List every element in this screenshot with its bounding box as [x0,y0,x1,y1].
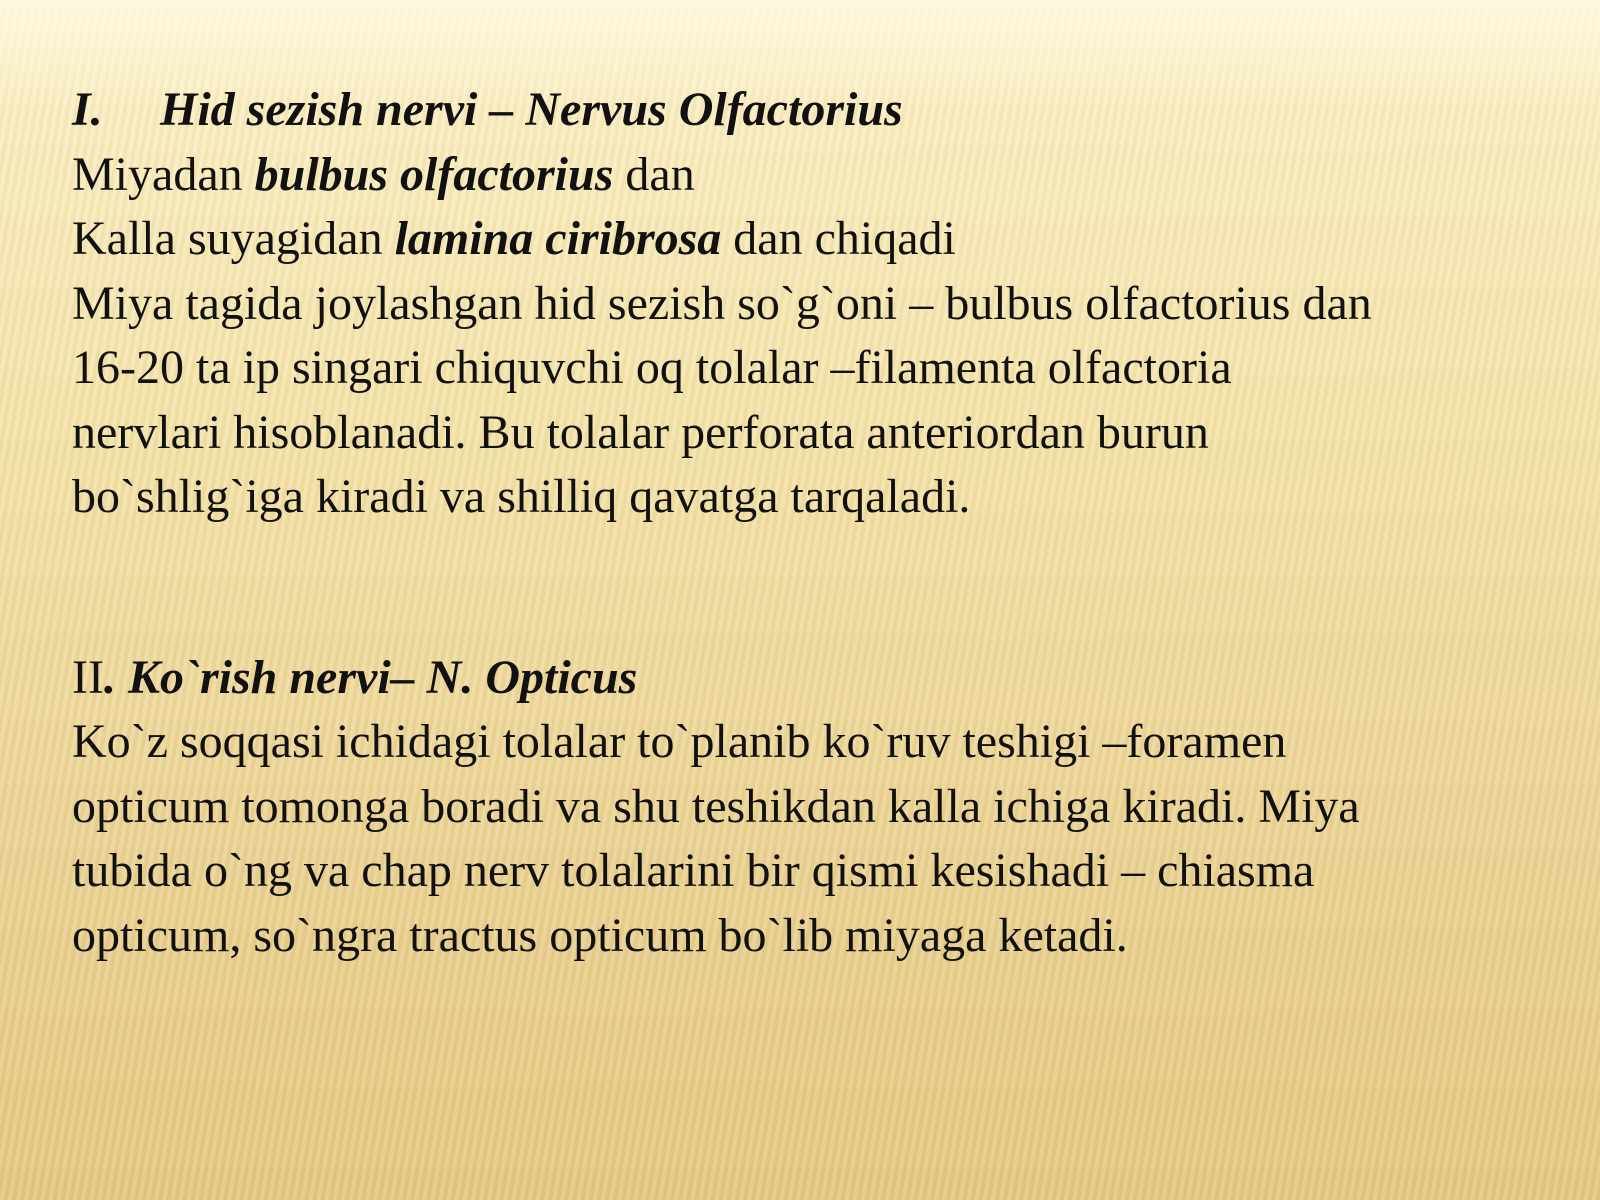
section1-paragraph-line: bo`shlig`iga kiradi va shilliq qavatga tarqaladi. [72,470,971,523]
section2-numeral: II [72,650,104,704]
section1-line2-prefix: Kalla suyagidan [72,212,395,265]
term-lamina-ciribrosa: lamina ciribrosa [394,212,722,265]
section1-line-lamina [72,207,1542,272]
section1-paragraph-line: nervlari hisoblanadi. Bu tolalar perforata anteriordan burun [72,405,1209,459]
term-bulbus-olfactorius: bulbus olfactorius [254,147,614,201]
section1-paragraph-line: Miya tagida joylashgan hid sezish so`g`oni – bulbus olfactorius dan [72,276,1372,330]
section2-paragraph-line: Ko`z soqqasi ichidagi tolalar to`planib ko`ruv teshigi –foramen [72,715,1287,768]
section1-numeral: I. [72,83,103,136]
section1-line-bulbus [72,143,1542,208]
section1-line1-prefix: Miyadan [72,147,255,201]
slide-content [72,78,1542,968]
section1-title: Hid sezish nervi – Nervus Olfactorius [160,83,903,136]
section1-line2-suffix: dan chiqadi [721,212,956,265]
section-spacer [72,530,1542,646]
section2-paragraph-line: opticum, so`ngra tractus opticum bo`lib miyaga ketadi. [72,908,1128,962]
section2-paragraph-line: tubida o`ng va chap nerv tolalarini bir qismi kesishadi – chiasma [72,844,1315,897]
section1-paragraph-line: 16-20 ta ip singari chiquvchi oq tolalar –filamenta olfactoria [72,341,1232,394]
section2-paragraph-line: opticum tomonga boradi va shu teshikdan kalla ichiga kiradi. Miya [72,779,1360,833]
section1-line1-suffix: dan [613,147,695,201]
section1-heading [72,78,1542,143]
section2-title: . Ko`rish nervi– N. Opticus [103,650,638,704]
section2-heading [72,646,1542,711]
